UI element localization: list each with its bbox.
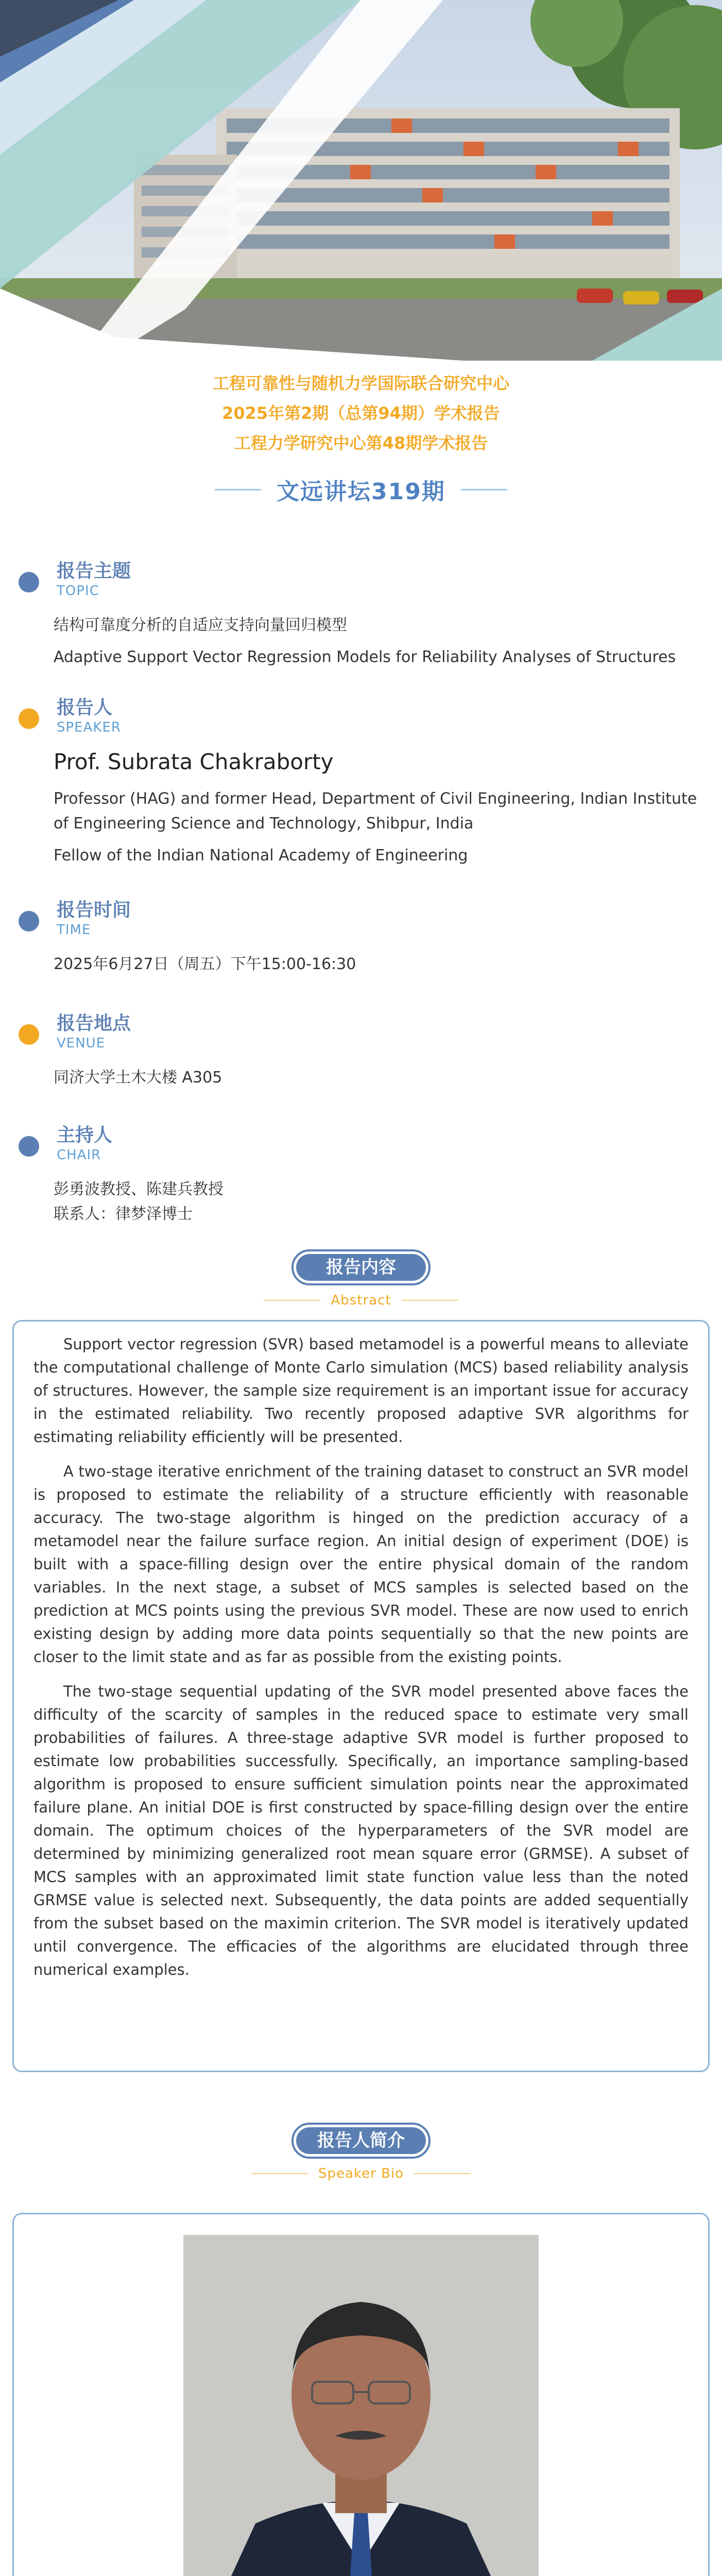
bio-header (0, 2123, 722, 2181)
abstract-heading-en: Abstract (331, 1293, 391, 1308)
bio-heading-pill (291, 2123, 431, 2159)
divider (215, 489, 261, 490)
speaker-portrait (183, 2235, 539, 2576)
time-value: 2025年6月27日（周五）下午15:00-16:30 (54, 955, 356, 973)
bio-subheading-row (0, 2166, 722, 2181)
chair-label-en: CHAIR (57, 1147, 101, 1163)
chair-names: 彭勇波教授、陈建兵教授 (54, 1180, 224, 1198)
time-label-en: TIME (57, 922, 91, 938)
venue-label-en: VENUE (57, 1036, 106, 1051)
abstract-subheading-row (0, 1293, 722, 1308)
speaker-label: 报告人 (57, 697, 113, 718)
bio-box (12, 2213, 710, 2576)
divider (264, 1300, 320, 1301)
report-title-block (0, 368, 722, 458)
report-issue: 2025年第2期（总第94期）学术报告 (222, 403, 500, 423)
bullet-icon (19, 1136, 39, 1157)
topic-title-en: Adaptive Support Vector Regression Models for Reliability Analyses of Structures (54, 648, 676, 666)
contact-person: 联系人：律梦泽博士 (54, 1205, 193, 1223)
bullet-icon (19, 1024, 39, 1045)
venue-value: 同济大学土木大楼 A305 (54, 1069, 222, 1087)
speaker-name: Prof. Subrata Chakraborty (54, 749, 334, 774)
abstract-heading: 报告内容 (296, 1254, 426, 1281)
abstract-box (12, 1320, 710, 2072)
bio-heading: 报告人简介 (296, 2127, 426, 2154)
hero-decoration (0, 0, 722, 361)
divider (402, 1300, 458, 1301)
chair-label: 主持人 (57, 1125, 113, 1146)
report-issue-secondary: 工程力学研究中心第48期学术报告 (234, 433, 488, 453)
abstract-header (0, 1249, 722, 1308)
topic-label-en: TOPIC (57, 583, 99, 599)
abstract-paragraph: Support vector regression (SVR) based metamodel is a powerful means to alleviate the computational challenge of Monte Carlo simulation (MCS) based reliability analysis of structures. However, the sample size requirement is an important issue for accuracy in the estimated reliability. Two recently proposed adaptive SVR algorithms for estimating reliability efficiently will be presented. (33, 1335, 689, 1446)
bullet-icon (19, 572, 39, 592)
topic-label: 报告主题 (57, 561, 131, 582)
abstract-heading-pill (291, 1249, 431, 1285)
speaker-label-en: SPEAKER (57, 720, 121, 735)
venue-label: 报告地点 (57, 1013, 131, 1034)
speaker-affiliation: Professor (HAG) and former Head, Department of Civil Engineering, Indian Institute of Engineering Science and Technology, Shibpur, India (54, 790, 697, 833)
center-name: 工程可靠性与随机力学国际联合研究中心 (212, 374, 509, 393)
speaker-fellowship: Fellow of the Indian National Academy of Engineering (54, 846, 468, 865)
abstract-paragraph: The two-stage sequential updating of the SVR model presented above faces the difficulty of the scarcity of samples in the reduced space to estimate very small probabilities of failures. A three-stage adaptive SVR model is further proposed to estimate low probabilities successfully. Specifically, an importance sampling-based algorithm is proposed to ensure sufficient simulation points near the approximated failure plane. An initial DOE is first constructed by space-filling design over the entire domain. The optimum choices of the hyperparameters of the SVR model are determined by minimizing generalized root mean square error (GRMSE). A subset of MCS samples with an approximated limit state function value less than the noted GRMSE value is selected next. Subsequently, the data points are added sequentially from the subset based on the maximin criterion. The SVR model is iteratively updated until convergence. The efficacies of the algorithms are elucidated through three numerical examples. (33, 1683, 689, 1978)
bullet-icon (19, 911, 39, 931)
forum-title: 文远讲坛319期 (277, 479, 445, 505)
time-label: 报告时间 (57, 900, 131, 921)
abstract-paragraph: A two-stage iterative enrichment of the training dataset to construct an SVR model is proposed to estimate the reliability of a structure efficiently with reasonable accuracy. The two-stage algorithm is hinged on the prediction accuracy of a metamodel near the failure surface region. An initial design of experiment (DOE) is built with a space-filling design over the entire physical domain of the random variables. In the next stage, a subset of MCS samples is selected based on the prediction at MCS points using the previous SVR model. These are now used to enrich existing design by adding more data points sequentially so that the new points are closer to the limit state and as far as possible from the existing points. (33, 1463, 689, 1666)
divider (461, 489, 507, 490)
forum-title-row (0, 471, 722, 507)
divider (251, 2173, 308, 2174)
bio-heading-en: Speaker Bio (318, 2166, 404, 2181)
hero-banner (0, 0, 722, 361)
topic-title-cn: 结构可靠度分析的自适应支持向量回归模型 (54, 616, 347, 634)
bullet-icon (19, 708, 39, 729)
divider (414, 2173, 471, 2174)
